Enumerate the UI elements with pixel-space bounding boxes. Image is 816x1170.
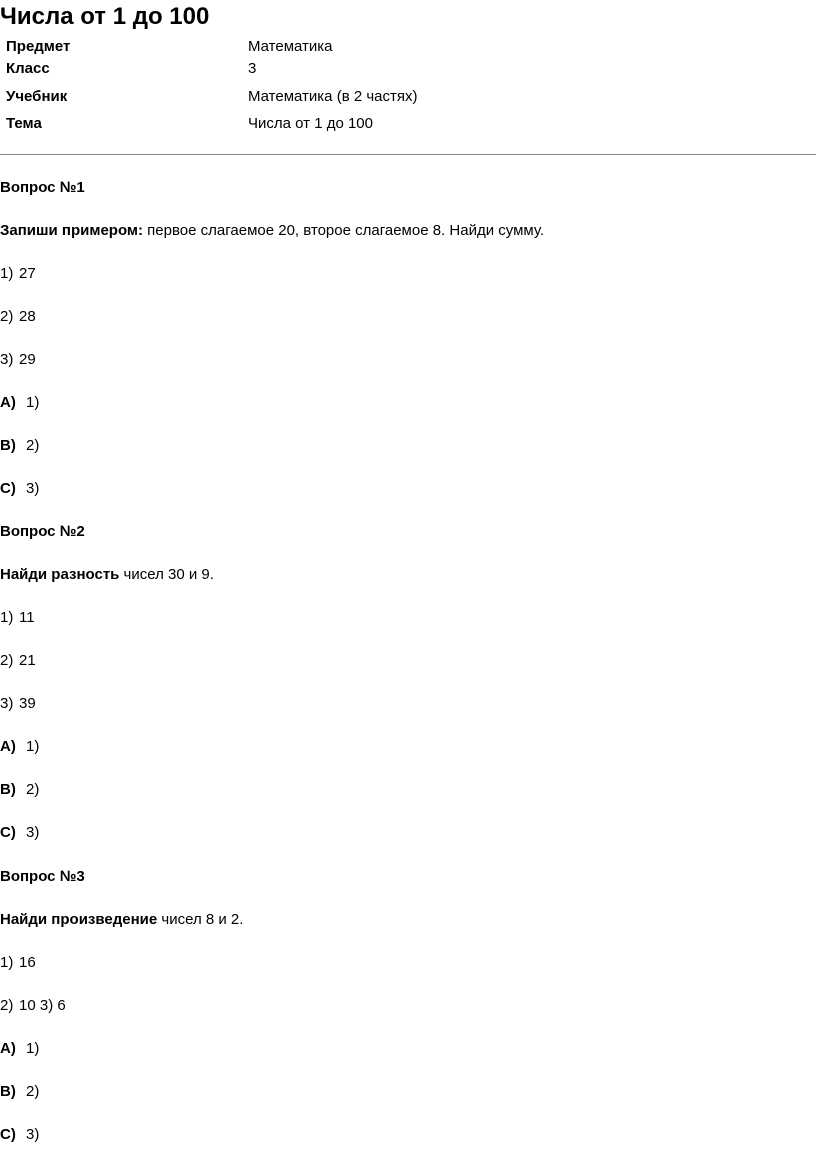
divider (0, 154, 816, 155)
meta-value: Математика (248, 38, 333, 55)
answer-text: 2) (26, 1083, 40, 1100)
option-text: 39 (19, 695, 36, 712)
answer-text: 2) (26, 437, 40, 454)
answer-text: 3) (26, 480, 40, 497)
answer-text: 1) (26, 738, 40, 755)
question-heading: Вопрос №2 (0, 523, 85, 540)
prompt-bold: Найди произведение (0, 911, 158, 928)
option-item (0, 306, 810, 328)
option-item (0, 693, 810, 715)
answer-item (0, 1124, 810, 1146)
question-heading: Вопрос №1 (0, 179, 85, 196)
answer-item (0, 1038, 810, 1060)
option-number: 3) (0, 695, 14, 712)
meta-row-grade (6, 58, 786, 80)
answer-letter: C) (0, 480, 16, 497)
option-item (0, 650, 810, 672)
option-item (0, 263, 810, 285)
option-number: 1) (0, 609, 14, 626)
answer-item (0, 435, 810, 457)
meta-row-textbook (6, 86, 786, 108)
option-item (0, 995, 810, 1017)
answer-text: 3) (26, 1126, 40, 1143)
answer-letter: B) (0, 1083, 16, 1100)
answer-item (0, 392, 810, 414)
option-item (0, 349, 810, 371)
meta-row-subject (6, 36, 786, 58)
answer-text: 3) (26, 824, 40, 841)
page-title: Числа от 1 до 100 (0, 3, 210, 30)
answer-letter: B) (0, 437, 16, 454)
question-prompt (0, 909, 810, 931)
option-text: 16 (19, 954, 36, 971)
answer-item (0, 779, 810, 801)
meta-label: Тема (6, 115, 42, 132)
option-text: 28 (19, 308, 36, 325)
meta-value: 3 (248, 60, 257, 77)
option-item (0, 952, 810, 974)
option-text: 21 (19, 652, 36, 669)
option-number: 2) (0, 308, 14, 325)
option-number: 2) (0, 997, 14, 1014)
answer-text: 1) (26, 1040, 40, 1057)
answer-item (0, 1081, 810, 1103)
option-text: 27 (19, 265, 36, 282)
answer-letter: C) (0, 1126, 16, 1143)
prompt-text: первое слагаемое 20, второе слагаемое 8. Найди сумму. (143, 222, 545, 239)
answer-letter: B) (0, 781, 16, 798)
answer-letter: A) (0, 1040, 16, 1057)
answer-letter: A) (0, 738, 16, 755)
prompt-text: чисел 30 и 9. (119, 566, 214, 583)
option-number: 2) (0, 652, 14, 669)
question-heading: Вопрос №3 (0, 868, 85, 885)
option-item (0, 607, 810, 629)
prompt-bold: Найди разность (0, 566, 120, 583)
meta-value: Математика (в 2 частях) (248, 88, 418, 105)
meta-label: Класс (6, 60, 50, 77)
prompt-text: чисел 8 и 2. (157, 911, 244, 928)
answer-letter: A) (0, 394, 16, 411)
option-text: 10 3) 6 (19, 997, 66, 1014)
answer-item (0, 478, 810, 500)
prompt-bold: Запиши примером: (0, 222, 144, 239)
answer-item (0, 736, 810, 758)
meta-label: Предмет (6, 38, 71, 55)
option-number: 3) (0, 351, 14, 368)
option-number: 1) (0, 954, 14, 971)
answer-letter: C) (0, 824, 16, 841)
meta-value: Числа от 1 до 100 (248, 115, 373, 132)
question-prompt (0, 564, 810, 586)
answer-item (0, 822, 810, 844)
meta-row-topic (6, 113, 786, 135)
meta-label: Учебник (6, 88, 68, 105)
answer-text: 1) (26, 394, 40, 411)
question-prompt (0, 220, 810, 242)
option-text: 29 (19, 351, 36, 368)
option-text: 11 (19, 609, 35, 626)
option-number: 1) (0, 265, 14, 282)
answer-text: 2) (26, 781, 40, 798)
